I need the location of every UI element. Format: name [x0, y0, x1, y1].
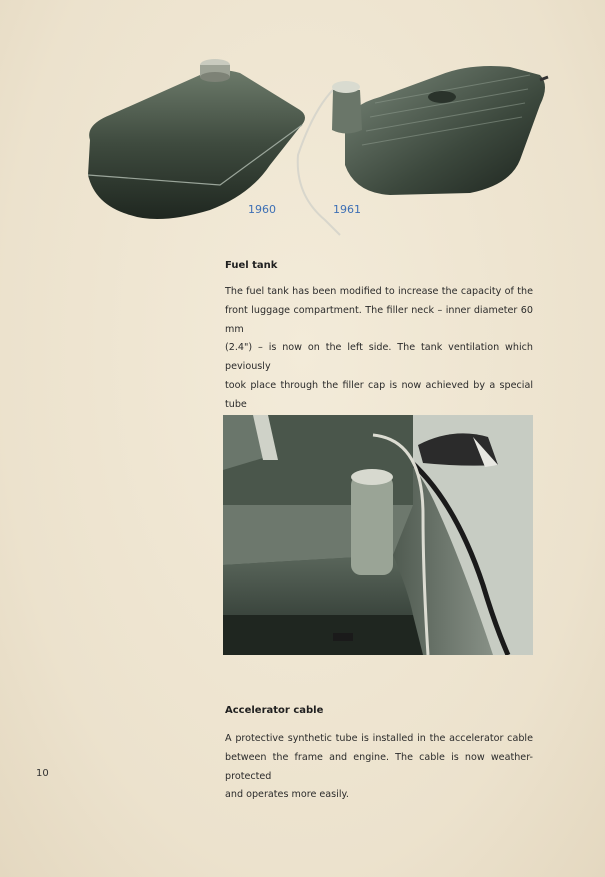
fuel-tank-paragraph — [225, 283, 533, 433]
fuel-tank-line: (2.4") – is now on the left side. The tank ventilation which peviously — [225, 342, 533, 373]
accelerator-line: and operates more easily. — [225, 789, 349, 801]
fuel-tank-heading: Fuel tank — [225, 260, 278, 271]
fuel-tank-line: front luggage compartment. The filler neck – inner diameter 60 mm — [225, 304, 533, 335]
accelerator-line: A protective synthetic tube is installed in the accelerator cable — [225, 733, 533, 744]
accelerator-line: between the frame and engine. The cable is now weather-protected — [225, 751, 533, 782]
fuel-tank-line: The fuel tank has been modified to increase the capacity of the — [225, 286, 533, 297]
label-1960: 1960 — [248, 203, 276, 216]
accelerator-cable-paragraph — [225, 730, 533, 805]
luggage-compartment-photo — [223, 415, 533, 655]
page-number: 10 — [36, 768, 49, 779]
fuel-tank-comparison-image — [70, 45, 560, 245]
label-1961: 1961 — [333, 203, 361, 216]
accelerator-cable-heading: Accelerator cable — [225, 705, 324, 716]
fuel-tank-line: took place through the filler cap is now achieved by a special tube — [225, 379, 533, 410]
